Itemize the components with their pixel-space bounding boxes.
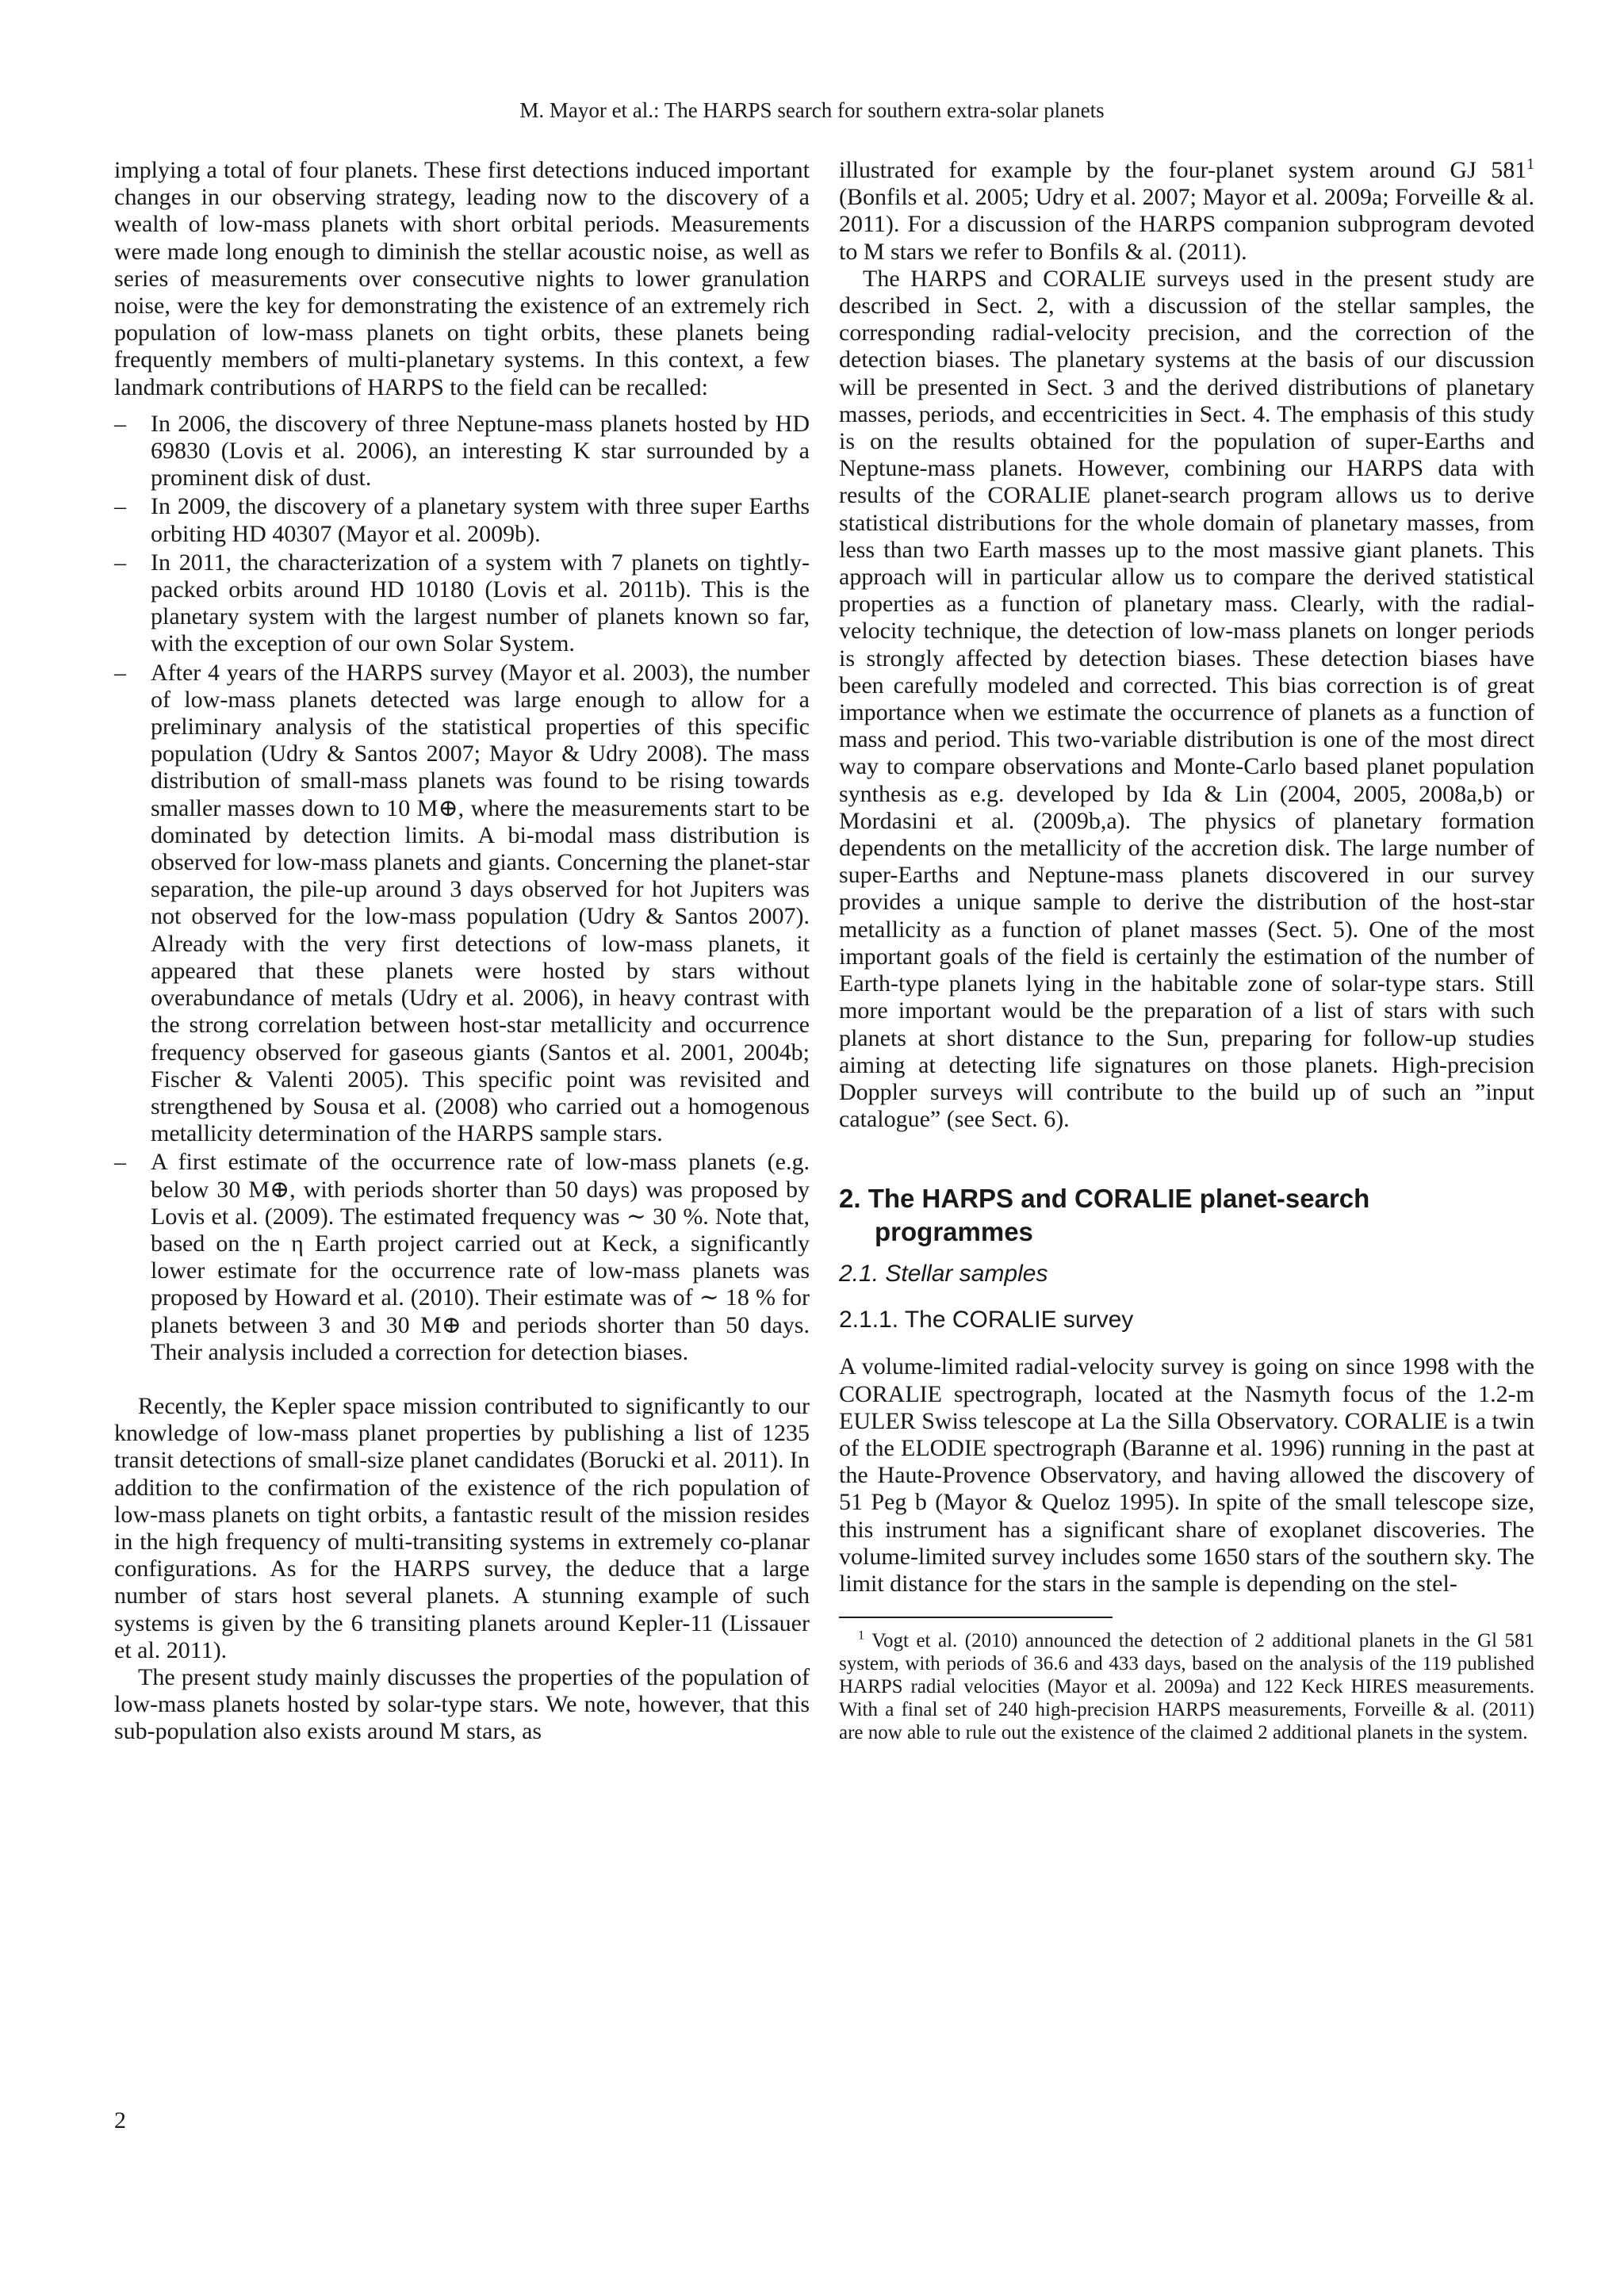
m-stars-text-cont: (Bonfils et al. 2005; Udry et al. 2007; Mayor et al. 2009a; Forveille & al. 2011). For a discussion of the HARPS companion subprogram devoted to M stars we refer to Bonfils & al. (2011). [839,184,1534,265]
subsection-heading: 2.1. Stellar samples [839,1261,1048,1288]
list-item: – In 2011, the characterization of a system with 7 planets on tightly-packed orbits around HD 10180 (Lovis et al. 2011b). This is the planetary system with the largest number of planets known so far, with the exception of our own Solar System. [114,549,810,658]
footnote [839,1629,1534,1744]
coralie-paragraph: A volume-limited radial-velocity survey is going on since 1998 with the CORALIE spectrograph, located at the Nasmyth focus of the 1.2-m EULER Swiss telescope at La the Silla Observatory. CORALIE is a twin of the ELODIE spectrograph (Baranne et al. 1996) running in the past at the Haute-Provence Observatory, and having allowed the discovery of 51 Peg b (Mayor & Queloz 1995). In spite of the small telescope size, this instrument has a significant share of exoplanet discoveries. The volume-limited survey includes some 1650 stars of the southern sky. The limit distance for the stars in the sample is depending on the stel- [839,1353,1534,1597]
page-number: 2 [114,2107,126,2133]
kepler-paragraph: Recently, the Kepler space mission contributed to significantly to our knowledge of low-mass planet properties by publishing a list of 1235 transit detections of small-size planet candidates (Borucki et al. 2011). In addition to the confirmation of the existence of the rich population of low-mass planets on tight orbits, a fantastic result of the mission resides in the high frequency of multi-transiting systems in extremely co-planar configurations. As for the HARPS survey, the deduce that a large number of stars host several planets. A stunning example of such systems is given by the 6 transiting planets around Kepler-11 (Lissauer et al. 2011). [114,1392,810,1663]
left-column [114,157,810,1746]
list-item: – After 4 years of the HARPS survey (Mayor et al. 2003), the number of low-mass planets detected was large enough to allow for a preliminary analysis of the statistical properties of this specific population (Udry & Santos 2007; Mayor & Udry 2008). The mass distribution of small-mass planets was found to be rising towards smaller masses down to 10 M⊕, where the measurements start to be dominated by detection limits. A bi-modal mass distribution is observed for low-mass planets and giants. Concerning the planet-star separation, the pile-up around 3 days observed for hot Jupiters was not observed for the low-mass population (Udry & Santos 2007). Already with the very first detections of low-mass planets, it appeared that these planets were hosted by stars without overabundance of metals (Udry et al. 2006), in heavy contrast with the strong correlation between host-star metallicity and occurrence frequency observed for gaseous giants (Santos et al. 2001, 2004b; Fischer & Valenti 2005). This specific point was revisited and strengthened by Sousa et al. (2008) who carried out a homogenous metallicity determination of the HARPS sample stars. [114,660,810,1148]
present-study-paragraph: The present study mainly discusses the properties of the population of low-mass planets hosted by solar-type stars. We note, however, that this sub-population also exists around M stars, as [114,1663,810,1745]
list-item: – In 2006, the discovery of three Neptune-mass planets hosted by HD 69830 (Lovis et al. 2006), an interesting K star surrounded by a prominent disk of dust. [114,411,810,492]
section-heading: 2. The HARPS and CORALIE planet-search programmes [839,1184,1370,1247]
footnote-marker[interactable]: 1 [1526,156,1534,173]
harps-contributions-list [114,411,810,1366]
running-title: M. Mayor et al.: The HARPS search for southern extra-solar planets [519,98,1105,122]
list-item: – In 2009, the discovery of a planetary system with three super Earths orbiting HD 40307 (Mayor et al. 2009b). [114,493,810,547]
footnote-text: Vogt et al. (2010) announced the detection of 2 additional planets in the Gl 581 system, with periods of 36.6 and 433 days, based on the analysis of the 119 published HARPS radial velocities (Mayor et al. 2009a) and 122 Keck HIRES measurements. With a final set of 240 high-precision HARPS measurements, Forveille & al. (2011) are now able to rule out the existence of the claimed 2 additional planets in the system. [839,1630,1534,1744]
intro-paragraph: implying a total of four planets. These first detections induced important changes in our observing strategy, leading now to the discovery of a wealth of low-mass planets with short orbital periods. Measurements were made long enough to diminish the stellar acoustic noise, as well as series of measurements over consecutive nights to lower granulation noise, were the key for demonstrating the existence of an extremely rich population of low-mass planets on tight orbits, these planets being frequently members of multi-planetary systems. In this context, a few landmark contributions of HARPS to the field can be recalled: [114,157,810,400]
footnote-divider [839,1617,1113,1618]
m-stars-paragraph [839,157,1534,266]
outline-paragraph: The HARPS and CORALIE surveys used in the present study are described in Sect. 2, with a discussion of the stellar samples, the corresponding radial-velocity precision, and the correction of the detection biases. The planetary systems at the basis of our discussion will be presented in Sect. 3 and the derived distributions of planetary masses, periods, and eccentricities in Sect. 4. The emphasis of this study is on the results obtained for the population of super-Earths and Neptune-mass planets. However, combining our HARPS data with results of the CORALIE planet-search program allows us to derive statistical distributions for the whole domain of planetary masses, from less than two Earth masses up to the most massive giant planets. This approach will in particular allow us to compare the derived statistical properties as a function of planetary mass. Clearly, with the radial-velocity technique, the detection of low-mass planets on longer periods is strongly affected by detection biases. These detection biases have been carefully modeled and corrected. This bias correction is of great importance when we estimate the occurrence of planets as a function of mass and period. This two-variable distribution is one of the most direct way to compare observations and Monte-Carlo based planet population synthesis as e.g. developed by Ida & Lin (2004, 2005, 2008a,b) or Mordasini et al. (2009b,a). The physics of planetary formation dependents on the metallicity of the accretion disk. The large number of super-Earths and Neptune-mass planets discovered in our survey provides a unique sample to derive the distribution of the host-star metallicity as a function of planet masses (Sect. 5). One of the most important goals of the field is certainly the estimation of the number of Earth-type planets lying in the habitable zone of solar-type stars. Still more important would be the preparation of a list of stars with such planets at short distance to the Sun, preparing for follow-up studies aiming at detecting life signatures on those planets. High-precision Doppler surveys will contribute to the build up of such an ”input catalogue” (see Sect. 6). [839,265,1534,1133]
footnote-number: 1 [858,1628,865,1643]
list-item: – A first estimate of the occurrence rate of low-mass planets (e.g. below 30 M⊕, with periods shorter than 50 days) was proposed by Lovis et al. (2009). The estimated frequency was ∼ 30 %. Note that, based on the η Earth project carried out at Keck, a significantly lower estimate for the occurrence rate of low-mass planets was proposed by Howard et al. (2010). Their estimate was of ∼ 18 % for planets between 3 and 30 M⊕ and periods shorter than 50 days. Their analysis included a correction for detection biases. [114,1149,810,1366]
subsubsection-heading: 2.1.1. The CORALIE survey [839,1307,1134,1334]
m-stars-text: illustrated for example by the four-planet system around GJ 581 [839,157,1527,183]
right-column [839,157,1534,1744]
